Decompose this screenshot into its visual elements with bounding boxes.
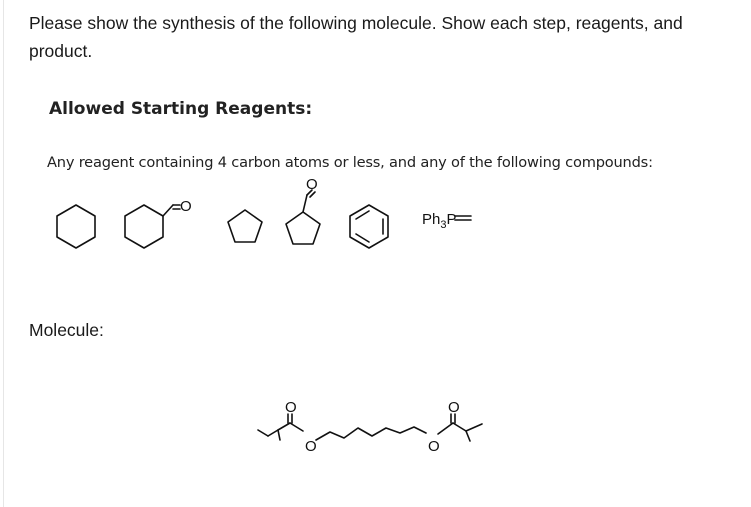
svg-text:Ph3P — [422, 211, 457, 231]
ylide-icon — [422, 211, 471, 231]
ylide-prefix: Ph — [422, 211, 441, 228]
aldehyde-oxygen-label: O — [180, 198, 192, 215]
ylide-subscript: 3 — [440, 219, 447, 231]
ester-oxygen-left: O — [305, 438, 317, 455]
cyclohexane-icon — [57, 205, 95, 248]
carbonyl-oxygen-right: O — [448, 399, 460, 416]
cyclopentane-icon — [228, 210, 262, 242]
target-molecule-structure — [258, 399, 482, 455]
aldehyde-oxygen-label-2: O — [306, 176, 318, 193]
cyclopentanecarbaldehyde-icon — [286, 176, 320, 244]
ester-oxygen-right: O — [428, 438, 440, 455]
molecule-label: Molecule: — [29, 320, 104, 340]
reagent-rule-text: Any reagent containing 4 carbon atoms or less, and any of the following compounds: — [47, 154, 653, 171]
question-text: Please show the synthesis of the following molecule. Show each step, reagents, and product. — [29, 13, 683, 61]
cyclohexanecarbaldehyde-icon — [125, 198, 192, 248]
carbonyl-oxygen-left: O — [285, 399, 297, 416]
benzene-icon — [350, 205, 388, 248]
ylide-suffix: P — [446, 211, 457, 228]
allowed-reagents-heading: Allowed Starting Reagents: — [49, 99, 313, 119]
